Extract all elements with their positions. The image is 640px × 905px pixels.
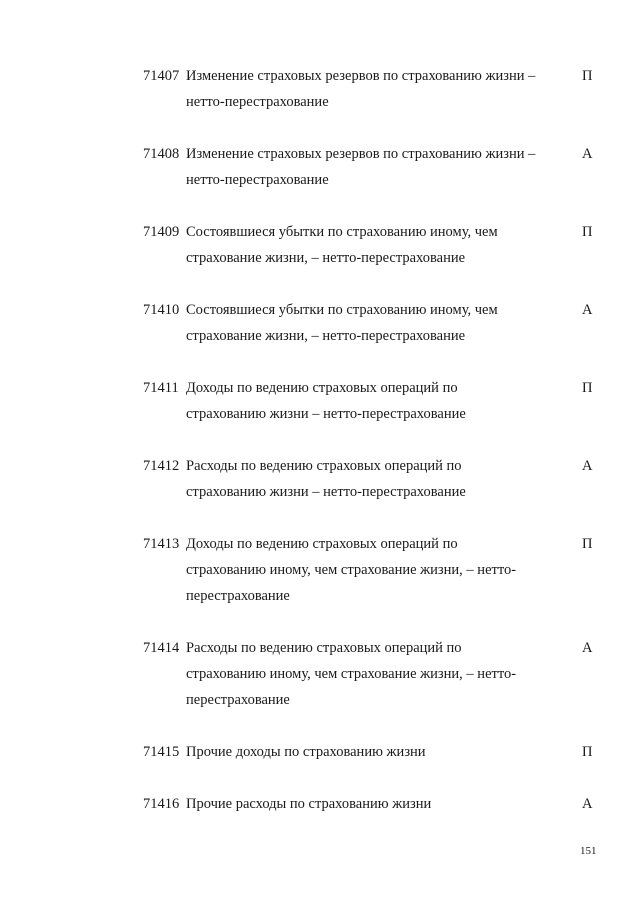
account-type-mark: А xyxy=(582,146,593,162)
account-code: 71408 xyxy=(143,146,180,162)
account-description xyxy=(186,531,556,609)
account-description xyxy=(186,375,556,427)
account-code: 71409 xyxy=(143,224,180,240)
account-code: 71412 xyxy=(143,458,180,474)
description-line: Доходы по ведению страховых операций по xyxy=(186,380,458,396)
account-type-mark: П xyxy=(582,68,593,84)
account-type-mark: П xyxy=(582,224,593,240)
account-description xyxy=(186,141,556,193)
description-line: страхованию иному, чем страхование жизни, – нетто- xyxy=(186,666,517,682)
description-line: Доходы по ведению страховых операций по xyxy=(186,536,458,552)
account-code: 71411 xyxy=(143,380,179,396)
description-line: Состоявшиеся убытки по страхованию иному, чем xyxy=(186,224,498,240)
description-line: Расходы по ведению страховых операций по xyxy=(186,640,462,656)
description-line: перестрахование xyxy=(186,588,290,604)
description-line: Состоявшиеся убытки по страхованию иному, чем xyxy=(186,302,498,318)
account-code: 71413 xyxy=(143,536,180,552)
account-type-mark: А xyxy=(582,640,593,656)
description-line: страхованию иному, чем страхование жизни, – нетто- xyxy=(186,562,517,578)
description-line: страхование жизни, – нетто-перестрахование xyxy=(186,250,466,266)
description-line: Расходы по ведению страховых операций по xyxy=(186,458,462,474)
account-description xyxy=(186,635,556,713)
account-code: 71410 xyxy=(143,302,180,318)
account-type-mark: А xyxy=(582,458,593,474)
account-description xyxy=(186,453,556,505)
description-line: Прочие расходы по страхованию жизни xyxy=(186,796,432,812)
page-number: 151 xyxy=(580,845,597,857)
account-code: 71415 xyxy=(143,744,180,760)
description-line: нетто-перестрахование xyxy=(186,172,329,188)
account-type-mark: А xyxy=(582,796,593,812)
account-code: 71414 xyxy=(143,640,180,656)
account-description xyxy=(186,63,556,115)
account-code: 71407 xyxy=(143,68,180,84)
description-line: Изменение страховых резервов по страхованию жизни – xyxy=(186,68,536,84)
account-description xyxy=(186,297,556,349)
account-type-mark: П xyxy=(582,380,593,396)
account-type-mark: П xyxy=(582,744,593,760)
description-line: нетто-перестрахование xyxy=(186,94,329,110)
account-description xyxy=(186,739,556,765)
description-line: страхование жизни, – нетто-перестрахование xyxy=(186,328,466,344)
description-line: Прочие доходы по страхованию жизни xyxy=(186,744,426,760)
description-line: страхованию жизни – нетто-перестрахование xyxy=(186,406,466,422)
account-code: 71416 xyxy=(143,796,180,812)
account-type-mark: А xyxy=(582,302,593,318)
account-description xyxy=(186,791,556,817)
description-line: страхованию жизни – нетто-перестрахование xyxy=(186,484,466,500)
account-description xyxy=(186,219,556,271)
description-line: перестрахование xyxy=(186,692,290,708)
description-line: Изменение страховых резервов по страхованию жизни – xyxy=(186,146,536,162)
account-type-mark: П xyxy=(582,536,593,552)
